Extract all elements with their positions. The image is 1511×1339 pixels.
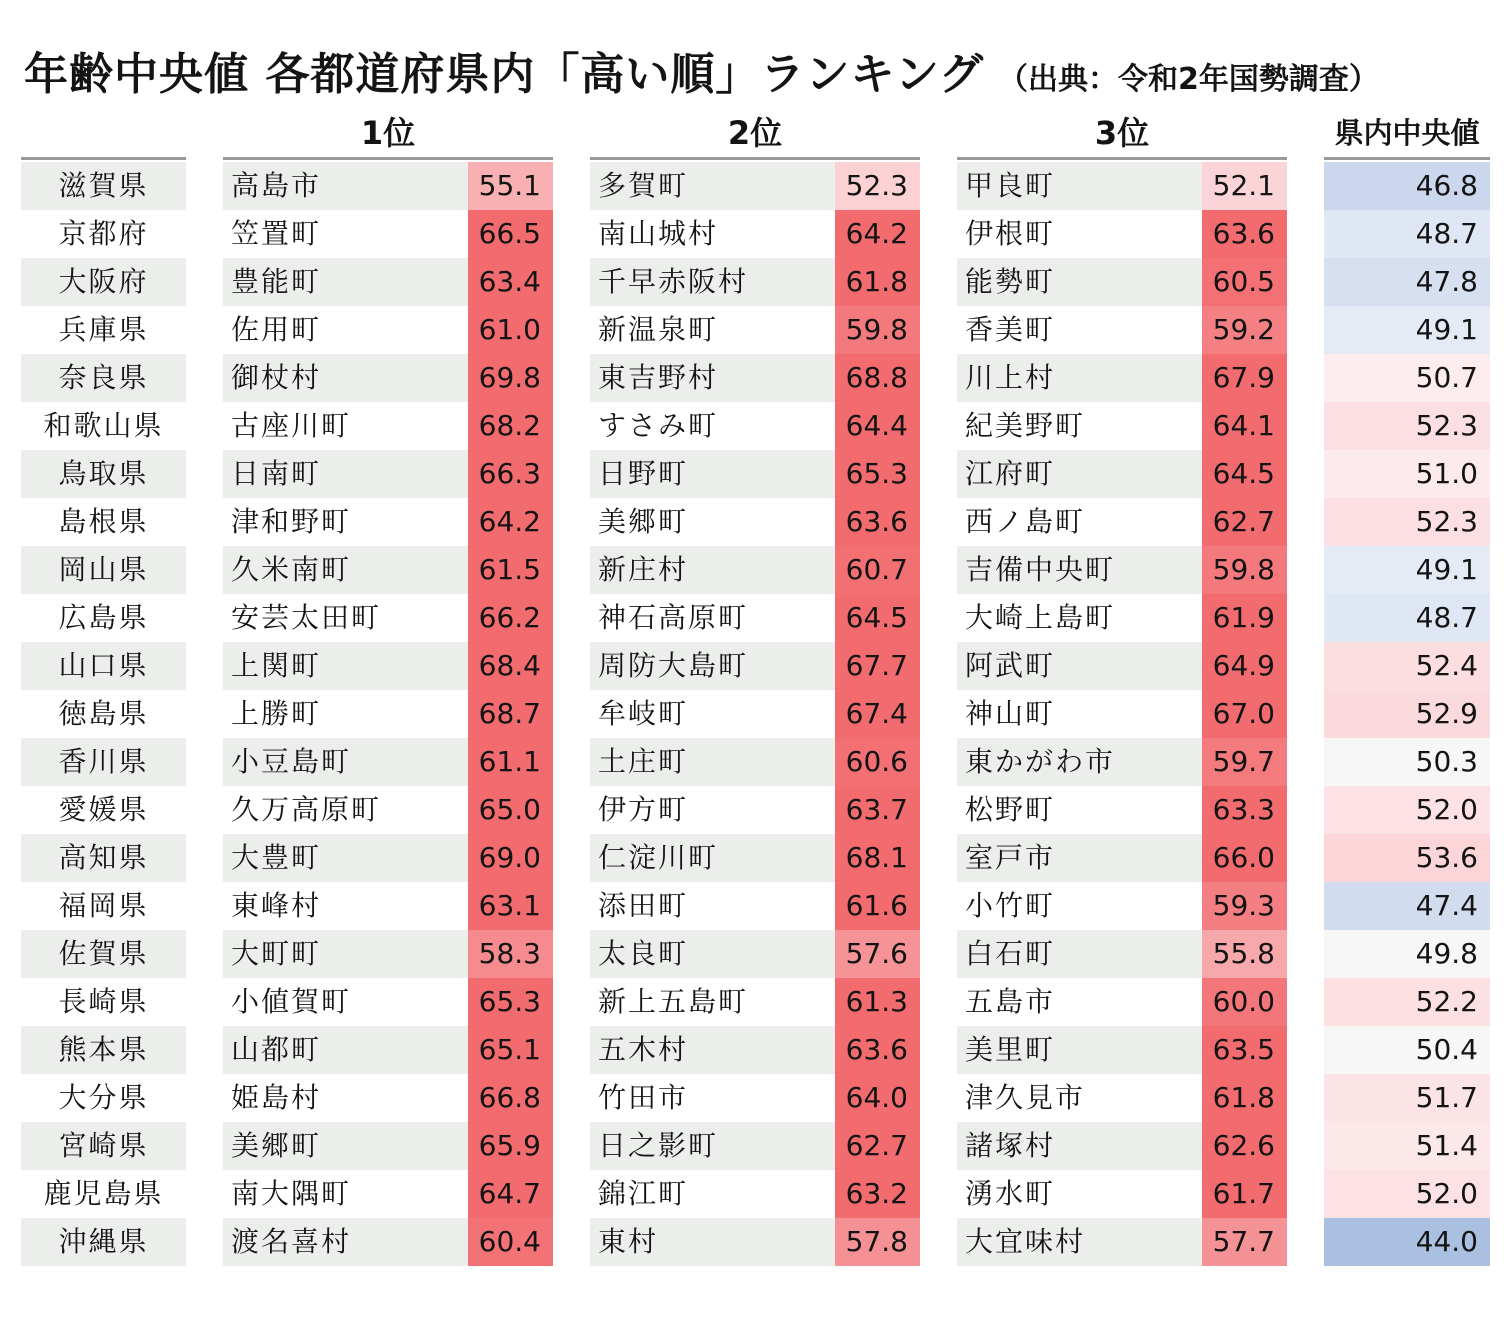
rank1-value: 65.9: [468, 1122, 553, 1170]
rank1-value: 65.0: [468, 786, 553, 834]
prefecture-median-value: 49.1: [1324, 306, 1490, 354]
prefecture-cell: 宮崎県: [21, 1122, 186, 1170]
rank2-municipality: 神石高原町: [590, 594, 835, 642]
header-rule-pref: [21, 157, 186, 160]
rank1-value: 68.2: [468, 402, 553, 450]
prefecture-median-value: 46.8: [1324, 162, 1490, 210]
rank3-municipality: 大崎上島町: [957, 594, 1202, 642]
rank2-value: 61.6: [835, 882, 920, 930]
prefecture-median-value: 50.3: [1324, 738, 1490, 786]
rank1-municipality: 大町町: [223, 930, 468, 978]
rank1-municipality: 久米南町: [223, 546, 468, 594]
rank3-municipality: 西ノ島町: [957, 498, 1202, 546]
page-subtitle: （出典：令和2年国勢調査）: [998, 62, 1379, 97]
rank1-value: 65.3: [468, 978, 553, 1026]
rank1-value: 58.3: [468, 930, 553, 978]
rank2-value: 68.1: [835, 834, 920, 882]
rank3-municipality: 諸塚村: [957, 1122, 1202, 1170]
table-row: [0, 546, 1511, 594]
rank3-municipality: 江府町: [957, 450, 1202, 498]
rank3-value: 67.9: [1202, 354, 1287, 402]
table-row: [0, 690, 1511, 738]
rank3-municipality: 小竹町: [957, 882, 1202, 930]
rank2-municipality: すさみ町: [590, 402, 835, 450]
rank2-value: 67.4: [835, 690, 920, 738]
rank1-municipality: 安芸太田町: [223, 594, 468, 642]
prefecture-cell: 熊本県: [21, 1026, 186, 1074]
rank2-value: 64.0: [835, 1074, 920, 1122]
rank3-municipality: 甲良町: [957, 162, 1202, 210]
rank2-municipality: 錦江町: [590, 1170, 835, 1218]
rank2-municipality: 仁淀川町: [590, 834, 835, 882]
table-row: [0, 834, 1511, 882]
prefecture-cell: 沖縄県: [21, 1218, 186, 1266]
rank1-municipality: 日南町: [223, 450, 468, 498]
rank1-value: 64.2: [468, 498, 553, 546]
rank3-value: 61.8: [1202, 1074, 1287, 1122]
rank1-value: 63.1: [468, 882, 553, 930]
rank3-municipality: 室戸市: [957, 834, 1202, 882]
page-title: 年齢中央値 各都道府県内「高い順」ランキング: [24, 49, 984, 100]
rank1-municipality: 上関町: [223, 642, 468, 690]
prefecture-cell: 大分県: [21, 1074, 186, 1122]
rank1-municipality: 津和野町: [223, 498, 468, 546]
rank1-value: 55.1: [468, 162, 553, 210]
rank2-value: 63.6: [835, 498, 920, 546]
prefecture-median-value: 52.0: [1324, 1170, 1490, 1218]
rank1-municipality: 山都町: [223, 1026, 468, 1074]
rank2-value: 64.4: [835, 402, 920, 450]
prefecture-median-value: 52.3: [1324, 402, 1490, 450]
rank3-value: 61.9: [1202, 594, 1287, 642]
rank2-value: 60.7: [835, 546, 920, 594]
rank3-municipality: 大宜味村: [957, 1218, 1202, 1266]
table-row: [0, 786, 1511, 834]
rank1-municipality: 御杖村: [223, 354, 468, 402]
prefecture-median-value: 47.8: [1324, 258, 1490, 306]
rank1-value: 66.3: [468, 450, 553, 498]
prefecture-cell: 福岡県: [21, 882, 186, 930]
prefecture-cell: 和歌山県: [21, 402, 186, 450]
prefecture-median-value: 52.3: [1324, 498, 1490, 546]
rank1-value: 66.8: [468, 1074, 553, 1122]
table-row: [0, 402, 1511, 450]
table-row: [0, 1026, 1511, 1074]
rank1-value: 69.8: [468, 354, 553, 402]
rank2-municipality: 伊方町: [590, 786, 835, 834]
prefecture-cell: 奈良県: [21, 354, 186, 402]
table-row: [0, 930, 1511, 978]
prefecture-cell: 島根県: [21, 498, 186, 546]
table-row: [0, 162, 1511, 210]
rank3-value: 64.5: [1202, 450, 1287, 498]
header-rule-rank3: [957, 157, 1287, 160]
rank3-municipality: 吉備中央町: [957, 546, 1202, 594]
prefecture-cell: 岡山県: [21, 546, 186, 594]
prefecture-median-value: 49.8: [1324, 930, 1490, 978]
rank3-value: 60.0: [1202, 978, 1287, 1026]
rank1-value: 69.0: [468, 834, 553, 882]
rank1-value: 63.4: [468, 258, 553, 306]
table-row: [0, 354, 1511, 402]
rank1-municipality: 古座川町: [223, 402, 468, 450]
prefecture-median-value: 52.0: [1324, 786, 1490, 834]
prefecture-median-value: 52.2: [1324, 978, 1490, 1026]
rank3-municipality: 伊根町: [957, 210, 1202, 258]
rank2-value: 63.7: [835, 786, 920, 834]
rank2-municipality: 土庄町: [590, 738, 835, 786]
rank3-value: 60.5: [1202, 258, 1287, 306]
rank3-value: 59.3: [1202, 882, 1287, 930]
rank2-municipality: 東吉野村: [590, 354, 835, 402]
table-row: [0, 642, 1511, 690]
table-row: [0, 738, 1511, 786]
header-rank2: 2位: [727, 114, 783, 152]
rank1-value: 60.4: [468, 1218, 553, 1266]
table-row: [0, 258, 1511, 306]
ranking-table: [0, 162, 1511, 1266]
rank2-municipality: 五木村: [590, 1026, 835, 1074]
prefecture-median-value: 51.7: [1324, 1074, 1490, 1122]
rank1-municipality: 大豊町: [223, 834, 468, 882]
rank3-value: 64.1: [1202, 402, 1287, 450]
rank2-value: 61.8: [835, 258, 920, 306]
rank2-value: 64.2: [835, 210, 920, 258]
rank1-municipality: 佐用町: [223, 306, 468, 354]
rank3-municipality: 紀美野町: [957, 402, 1202, 450]
rank2-municipality: 多賀町: [590, 162, 835, 210]
rank1-municipality: 南大隅町: [223, 1170, 468, 1218]
rank1-value: 64.7: [468, 1170, 553, 1218]
rank3-value: 67.0: [1202, 690, 1287, 738]
rank3-value: 63.6: [1202, 210, 1287, 258]
rank2-value: 68.8: [835, 354, 920, 402]
rank1-municipality: 東峰村: [223, 882, 468, 930]
rank2-municipality: 新庄村: [590, 546, 835, 594]
table-row: [0, 1170, 1511, 1218]
rank1-municipality: 姫島村: [223, 1074, 468, 1122]
prefecture-cell: 兵庫県: [21, 306, 186, 354]
rank2-municipality: 添田町: [590, 882, 835, 930]
table-row: [0, 882, 1511, 930]
prefecture-median-value: 53.6: [1324, 834, 1490, 882]
rank3-value: 62.7: [1202, 498, 1287, 546]
prefecture-cell: 大阪府: [21, 258, 186, 306]
rank2-municipality: 周防大島町: [590, 642, 835, 690]
rank3-municipality: 白石町: [957, 930, 1202, 978]
header-median: 県内中央値: [1334, 116, 1480, 150]
rank3-value: 61.7: [1202, 1170, 1287, 1218]
rank3-value: 59.8: [1202, 546, 1287, 594]
table-row: [0, 1218, 1511, 1266]
prefecture-median-value: 51.0: [1324, 450, 1490, 498]
prefecture-cell: 鳥取県: [21, 450, 186, 498]
rank2-value: 67.7: [835, 642, 920, 690]
rank1-value: 61.5: [468, 546, 553, 594]
prefecture-median-value: 48.7: [1324, 210, 1490, 258]
prefecture-cell: 山口県: [21, 642, 186, 690]
rank2-value: 65.3: [835, 450, 920, 498]
rank3-value: 59.7: [1202, 738, 1287, 786]
prefecture-cell: 愛媛県: [21, 786, 186, 834]
rank2-municipality: 竹田市: [590, 1074, 835, 1122]
rank3-value: 57.7: [1202, 1218, 1287, 1266]
rank3-value: 63.3: [1202, 786, 1287, 834]
table-row: [0, 1122, 1511, 1170]
rank1-value: 65.1: [468, 1026, 553, 1074]
rank3-value: 64.9: [1202, 642, 1287, 690]
prefecture-cell: 徳島県: [21, 690, 186, 738]
rank2-municipality: 千早赤阪村: [590, 258, 835, 306]
rank1-value: 68.4: [468, 642, 553, 690]
prefecture-median-value: 52.4: [1324, 642, 1490, 690]
rank3-municipality: 能勢町: [957, 258, 1202, 306]
rank3-municipality: 津久見市: [957, 1074, 1202, 1122]
prefecture-median-value: 44.0: [1324, 1218, 1490, 1266]
rank1-value: 68.7: [468, 690, 553, 738]
rank2-value: 63.2: [835, 1170, 920, 1218]
table-row: [0, 498, 1511, 546]
rank3-value: 52.1: [1202, 162, 1287, 210]
rank2-municipality: 新上五島町: [590, 978, 835, 1026]
rank3-municipality: 香美町: [957, 306, 1202, 354]
prefecture-cell: 長崎県: [21, 978, 186, 1026]
rank1-municipality: 笠置町: [223, 210, 468, 258]
rank1-municipality: 美郷町: [223, 1122, 468, 1170]
prefecture-cell: 香川県: [21, 738, 186, 786]
rank1-municipality: 高島市: [223, 162, 468, 210]
title-bar: [24, 38, 1379, 102]
prefecture-median-value: 49.1: [1324, 546, 1490, 594]
rank2-municipality: 新温泉町: [590, 306, 835, 354]
header-rule-rank2: [590, 157, 920, 160]
prefecture-cell: 高知県: [21, 834, 186, 882]
rank2-value: 57.6: [835, 930, 920, 978]
rank1-municipality: 上勝町: [223, 690, 468, 738]
rank3-municipality: 阿武町: [957, 642, 1202, 690]
rank1-value: 61.0: [468, 306, 553, 354]
header-rank1: 1位: [360, 114, 416, 152]
rank1-value: 61.1: [468, 738, 553, 786]
rank2-value: 52.3: [835, 162, 920, 210]
rank2-value: 62.7: [835, 1122, 920, 1170]
rank2-municipality: 牟岐町: [590, 690, 835, 738]
prefecture-median-value: 50.4: [1324, 1026, 1490, 1074]
rank3-municipality: 東かがわ市: [957, 738, 1202, 786]
rank2-municipality: 東村: [590, 1218, 835, 1266]
rank2-municipality: 日之影町: [590, 1122, 835, 1170]
rank1-value: 66.5: [468, 210, 553, 258]
rank1-municipality: 渡名喜村: [223, 1218, 468, 1266]
rank3-value: 66.0: [1202, 834, 1287, 882]
rank2-value: 63.6: [835, 1026, 920, 1074]
table-row: [0, 210, 1511, 258]
prefecture-median-value: 52.9: [1324, 690, 1490, 738]
prefecture-median-value: 50.7: [1324, 354, 1490, 402]
rank1-municipality: 豊能町: [223, 258, 468, 306]
rank1-municipality: 小豆島町: [223, 738, 468, 786]
prefecture-cell: 佐賀県: [21, 930, 186, 978]
rank3-municipality: 松野町: [957, 786, 1202, 834]
table-row: [0, 978, 1511, 1026]
table-row: [0, 450, 1511, 498]
rank2-municipality: 美郷町: [590, 498, 835, 546]
prefecture-median-value: 51.4: [1324, 1122, 1490, 1170]
header-rule-rank1: [223, 157, 553, 160]
table-row: [0, 594, 1511, 642]
rank2-value: 64.5: [835, 594, 920, 642]
table-row: [0, 1074, 1511, 1122]
rank3-municipality: 湧水町: [957, 1170, 1202, 1218]
prefecture-cell: 鹿児島県: [21, 1170, 186, 1218]
rank3-municipality: 川上村: [957, 354, 1202, 402]
prefecture-cell: 京都府: [21, 210, 186, 258]
rank2-value: 57.8: [835, 1218, 920, 1266]
rank3-value: 63.5: [1202, 1026, 1287, 1074]
header-rank3: 3位: [1094, 114, 1150, 152]
rank2-municipality: 日野町: [590, 450, 835, 498]
prefecture-median-value: 47.4: [1324, 882, 1490, 930]
rank1-value: 66.2: [468, 594, 553, 642]
rank2-value: 59.8: [835, 306, 920, 354]
rank2-municipality: 南山城村: [590, 210, 835, 258]
rank2-municipality: 太良町: [590, 930, 835, 978]
rank3-municipality: 神山町: [957, 690, 1202, 738]
table-row: [0, 306, 1511, 354]
rank3-municipality: 五島市: [957, 978, 1202, 1026]
rank1-municipality: 久万高原町: [223, 786, 468, 834]
header-rule-median: [1324, 157, 1490, 160]
rank3-municipality: 美里町: [957, 1026, 1202, 1074]
prefecture-cell: 滋賀県: [21, 162, 186, 210]
prefecture-cell: 広島県: [21, 594, 186, 642]
prefecture-median-value: 48.7: [1324, 594, 1490, 642]
rank1-municipality: 小値賀町: [223, 978, 468, 1026]
rank3-value: 62.6: [1202, 1122, 1287, 1170]
rank2-value: 60.6: [835, 738, 920, 786]
rank3-value: 55.8: [1202, 930, 1287, 978]
rank2-value: 61.3: [835, 978, 920, 1026]
rank3-value: 59.2: [1202, 306, 1287, 354]
